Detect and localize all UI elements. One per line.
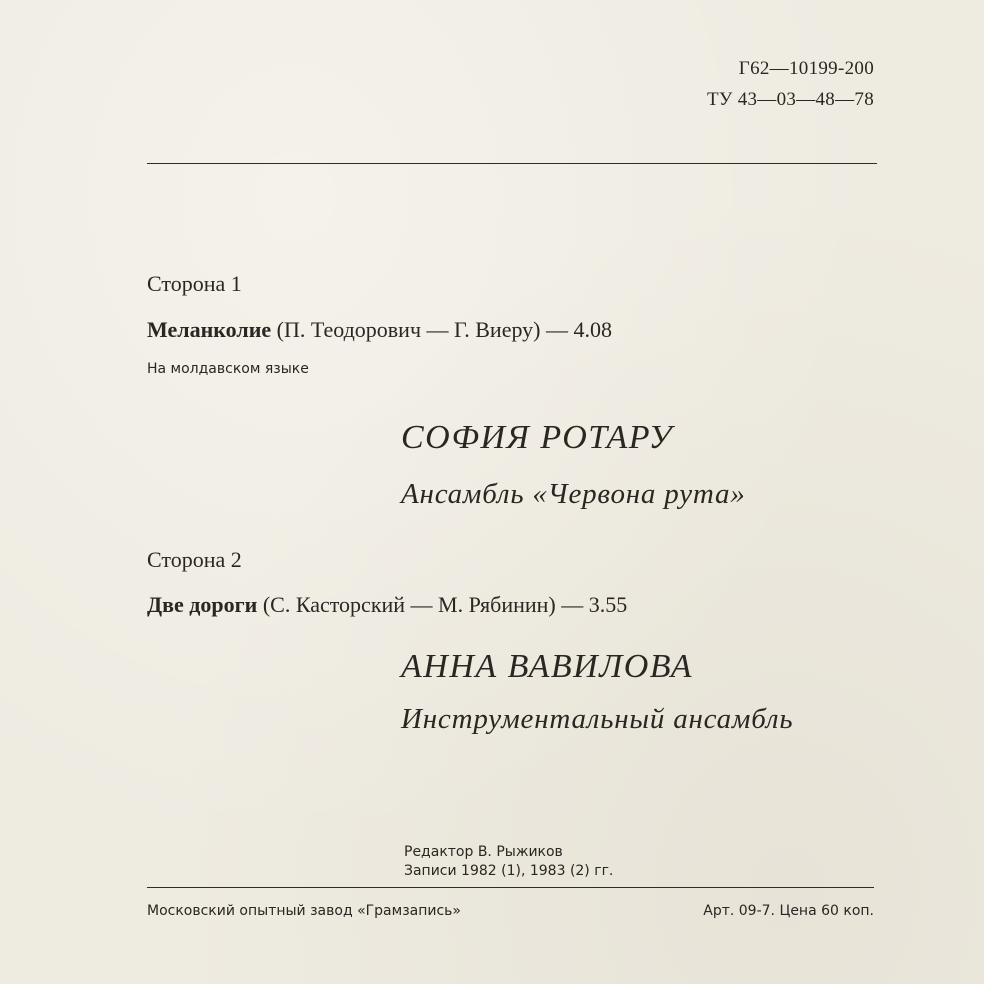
side2-track-credits: (С. Касторский — М. Рябинин) — 3.55 [262,592,628,617]
editor-credit: Редактор В. Рыжиков [404,844,563,860]
side2-artist: АННА ВАВИЛОВА [401,648,694,685]
article-price: Арт. 09-7. Цена 60 коп. [703,903,874,919]
technical-spec-code: ТУ 43—03—48—78 [706,89,874,110]
side1-language-note: На молдавском языке [147,361,309,377]
top-divider [147,163,877,164]
side1-ensemble: Ансамбль «Червона рута» [401,478,746,510]
recording-dates: Записи 1982 (1), 1983 (2) гг. [404,863,614,879]
side2-track [147,592,627,618]
bottom-divider [147,887,874,888]
side1-artist: СОФИЯ РОТАРУ [401,419,674,456]
side1-track-credits: (П. Теодорович — Г. Виеру) — 4.08 [276,317,612,342]
catalog-code: Г62—10199-200 [738,58,874,79]
side1-track-title: Меланколие [147,317,272,342]
side2-track-title: Две дороги [147,592,258,617]
side2-label: Сторона 2 [147,547,242,572]
publisher: Московский опытный завод «Грамзапись» [147,903,461,919]
side1-label: Сторона 1 [147,271,242,296]
side2-ensemble: Инструментальный ансамбль [401,703,794,735]
side1-track [147,317,612,343]
